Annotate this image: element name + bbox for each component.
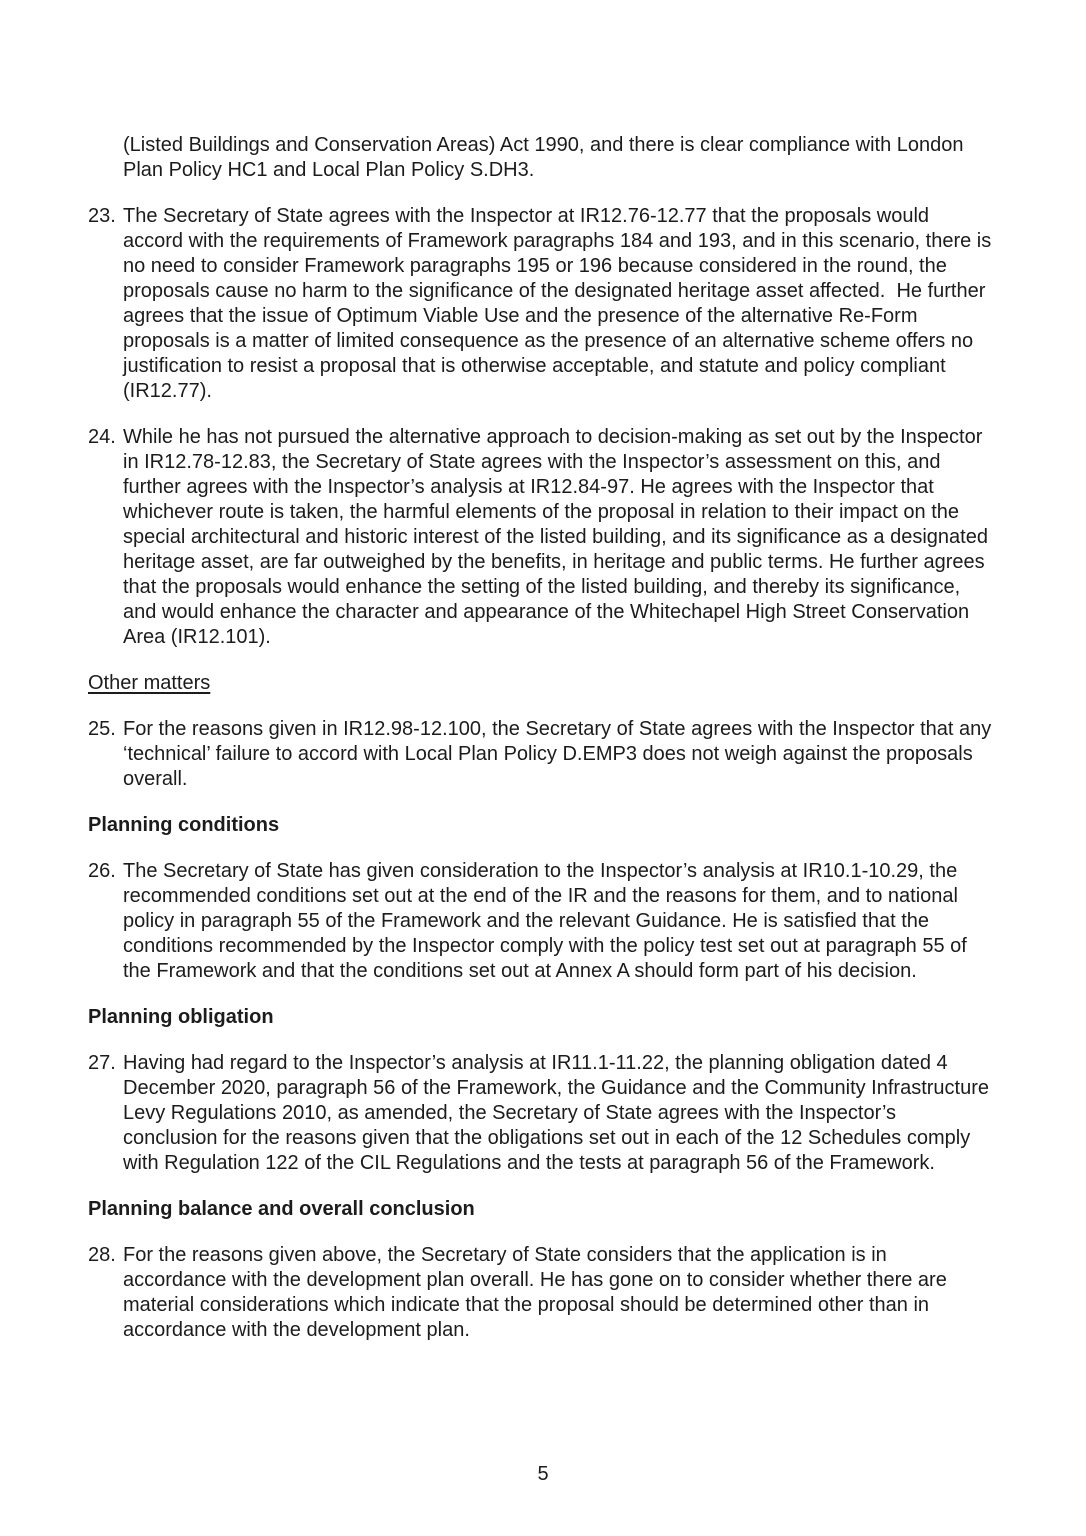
page-number: 5 <box>537 1463 549 1485</box>
paragraph-number: 23. <box>88 205 116 227</box>
heading-other-matters: Other matters <box>88 672 211 694</box>
numbered-paragraph-24 <box>88 425 992 650</box>
paragraph-number: 24. <box>88 426 116 448</box>
paragraph-text: The Secretary of State has given consideration to the Inspector’s analysis at IR10.1-10.29, the recommended conditions set out at the end of the IR and the reasons for them, and to national policy in paragraph 55 of the Framework and the relevant Guidance. He is satisfied that the conditions recommended by the Inspector comply with the policy test set out at paragraph 55 of the Framework and that the conditions set out at Annex A should form part of his decision. <box>123 860 967 982</box>
paragraph-text: While he has not pursued the alternative approach to decision-making as set out by the Inspector in IR12.78-12.83, the Secretary of State agrees with the Inspector’s assessment on this, and further agrees with the Inspector’s analysis at IR12.84-97. He agrees with the Inspector that whichever route is taken, the harmful elements of the proposal in relation to their impact on the special architectural and historic interest of the listed building, and its significance as a designated heritage asset, are far outweighed by the benefits, in heritage and public terms. He further agrees that the proposals would enhance the setting of the listed building, and thereby its significance, and would enhance the character and appearance of the Whitechapel High Street Conservation Area (IR12.101). <box>123 426 988 648</box>
paragraph-text: For the reasons given in IR12.98-12.100, the Secretary of State agrees with the Inspector that any ‘technical’ failure to accord with Local Plan Policy D.EMP3 does not weigh against the proposals overall. <box>123 718 992 790</box>
document-body <box>88 133 992 1364</box>
numbered-paragraph-27 <box>88 1051 992 1176</box>
numbered-paragraph-25 <box>88 717 992 792</box>
paragraph-number: 28. <box>88 1244 116 1266</box>
numbered-paragraph-23 <box>88 204 992 404</box>
numbered-paragraph-28 <box>88 1243 992 1343</box>
paragraph-number: 25. <box>88 718 116 740</box>
paragraph-number: 27. <box>88 1052 116 1074</box>
continuation-paragraph: (Listed Buildings and Conservation Areas) Act 1990, and there is clear compliance with London Plan Policy HC1 and Local Plan Policy S.DH3. <box>123 134 964 181</box>
heading-planning-obligation: Planning obligation <box>88 1006 274 1028</box>
heading-planning-balance: Planning balance and overall conclusion <box>88 1198 475 1220</box>
paragraph-text: Having had regard to the Inspector’s analysis at IR11.1-11.22, the planning obligation dated 4 December 2020, paragraph 56 of the Framework, the Guidance and the Community Infrastructure Levy Regulations 2010, as amended, the Secretary of State agrees with the Inspector’s conclusion for the reasons given that the obligations set out in each of the 12 Schedules comply with Regulation 122 of the CIL Regulations and the tests at paragraph 56 of the Framework. <box>123 1052 990 1174</box>
numbered-paragraph-26 <box>88 859 992 984</box>
heading-planning-conditions: Planning conditions <box>88 814 280 836</box>
paragraph-number: 26. <box>88 860 116 882</box>
paragraph-text: The Secretary of State agrees with the Inspector at IR12.76-12.77 that the proposals would accord with the requirements of Framework paragraphs 184 and 193, and in this scenario, there is no need to consider Framework paragraphs 195 or 196 because considered in the round, the proposals cause no harm to the significance of the designated heritage asset affected. He further agrees that the issue of Optimum Viable Use and the presence of the alternative Re-Form proposals is a matter of limited consequence as the presence of an alternative scheme offers no justification to resist a proposal that is otherwise acceptable, and statute and policy compliant (IR12.77). <box>123 205 992 402</box>
paragraph-text: For the reasons given above, the Secretary of State considers that the application is in accordance with the development plan overall. He has gone on to consider whether there are material considerations which indicate that the proposal should be determined other than in accordance with the development plan. <box>123 1244 947 1341</box>
